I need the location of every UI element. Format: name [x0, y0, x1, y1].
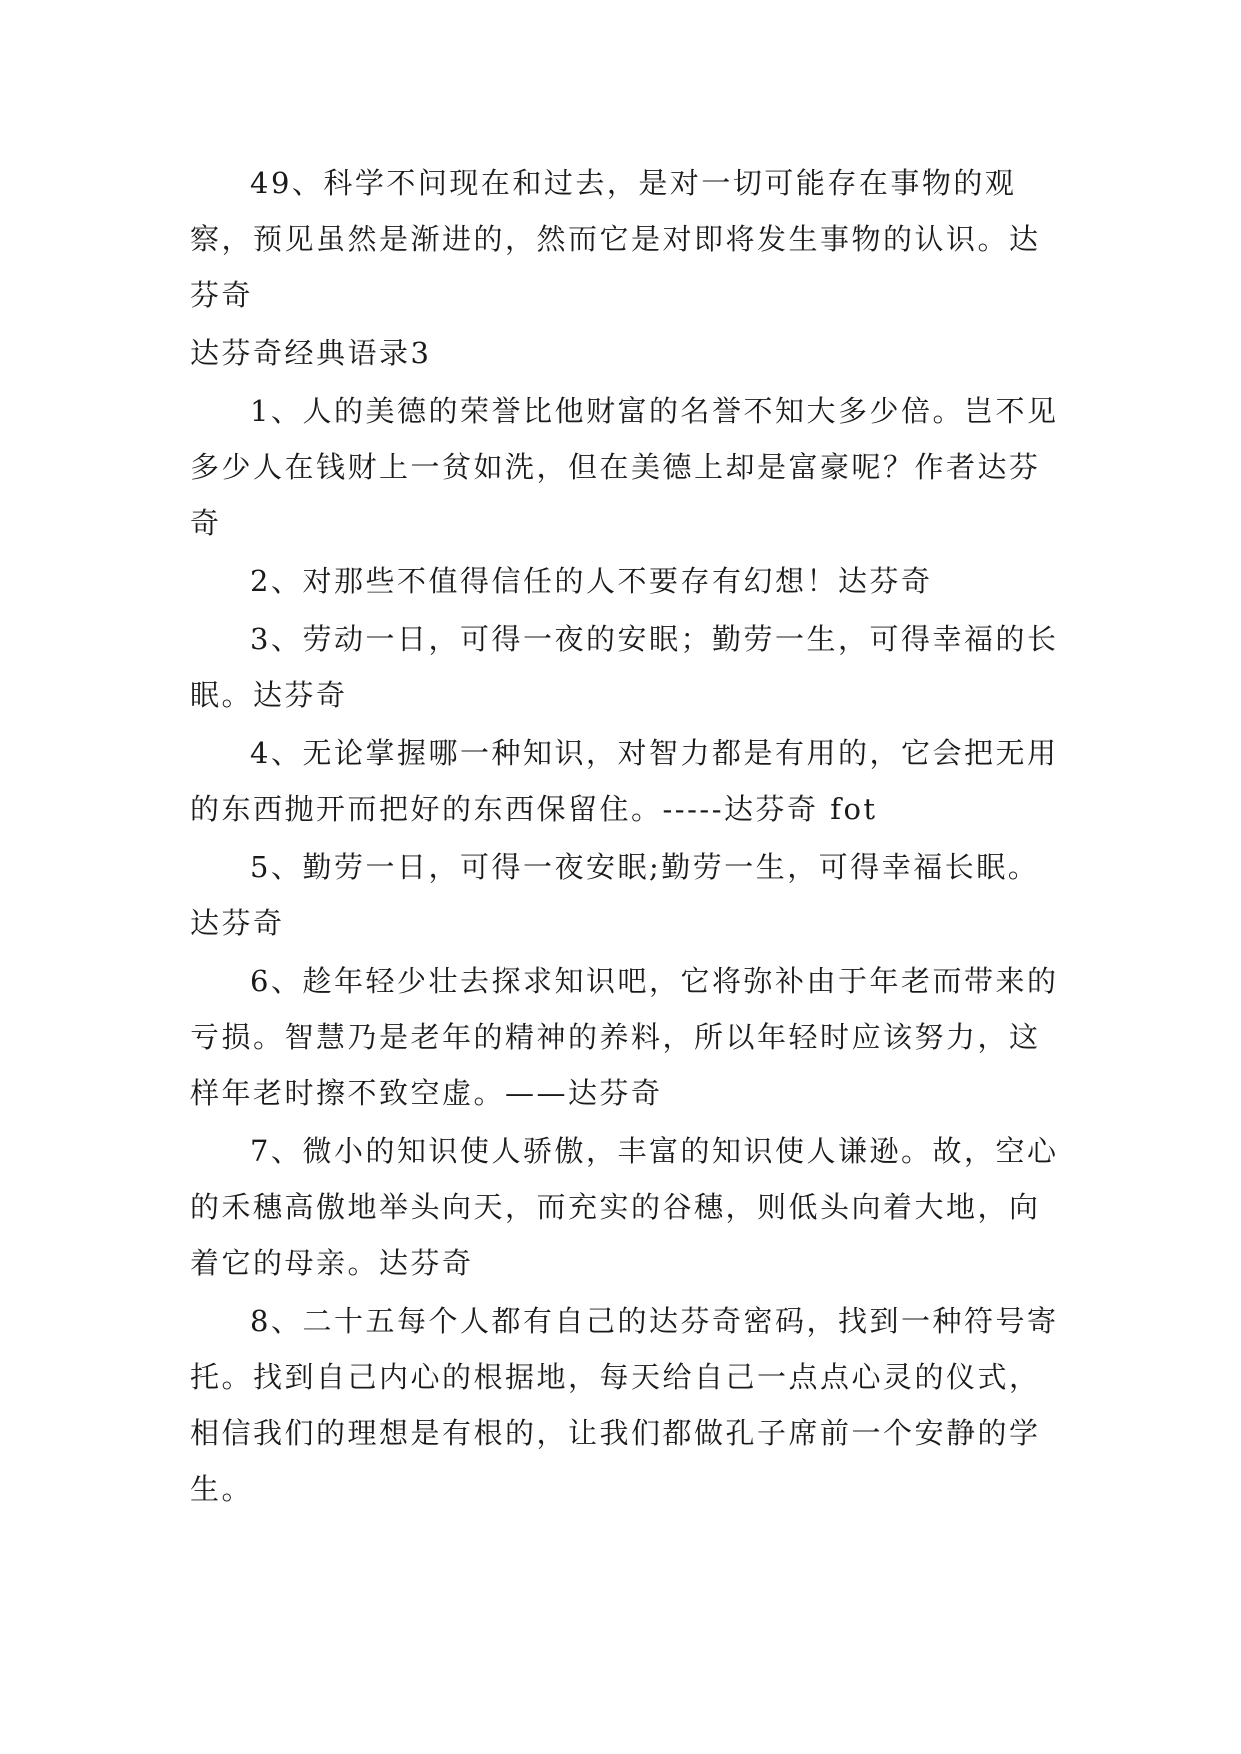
quote-6: 6、趁年轻少壮去探求知识吧，它将弥补由于年老而带来的亏损。智慧乃是老年的精神的养料，所以年轻时应该努力，这样年老时擦不致空虚。——达芬奇 [190, 964, 1059, 1110]
quote-4: 4、无论掌握哪一种知识，对智力都是有用的，它会把无用的东西抛开而把好的东西保留住。-----达芬奇 fot [190, 736, 1059, 826]
quote-1: 1、人的美德的荣誉比他财富的名誉不知大多少倍。岂不见多少人在钱财上一贫如洗，但在美德上却是富豪呢？作者达芬奇 [190, 394, 1059, 540]
quote-5: 5、勤劳一日，可得一夜安眠;勤劳一生，可得幸福长眠。达芬奇 [190, 850, 1040, 940]
document-body [190, 155, 1060, 1519]
quote-2: 2、对那些不值得信任的人不要存有幻想！达芬奇 [250, 564, 933, 598]
quote-7: 7、微小的知识使人骄傲，丰富的知识使人谦逊。故，空心的禾穗高傲地举头向天，而充实的谷穗，则低头向着大地，向着它的母亲。达芬奇 [190, 1134, 1059, 1280]
quote-8: 8、二十五每个人都有自己的达芬奇密码，找到一种符号寄托。找到自己内心的根据地，每天给自己一点点心灵的仪式，相信我们的理想是有根的，让我们都做孔子席前一个安静的学生。 [190, 1304, 1059, 1506]
quote-3: 3、劳动一日，可得一夜的安眠；勤劳一生，可得幸福的长眠。达芬奇 [190, 622, 1059, 712]
quote-49: 49、科学不问现在和过去，是对一切可能存在事物的观察，预见虽然是渐进的，然而它是对即将发生事物的认识。达芬奇 [190, 166, 1041, 312]
section-heading: 达芬奇经典语录3 [190, 336, 432, 370]
